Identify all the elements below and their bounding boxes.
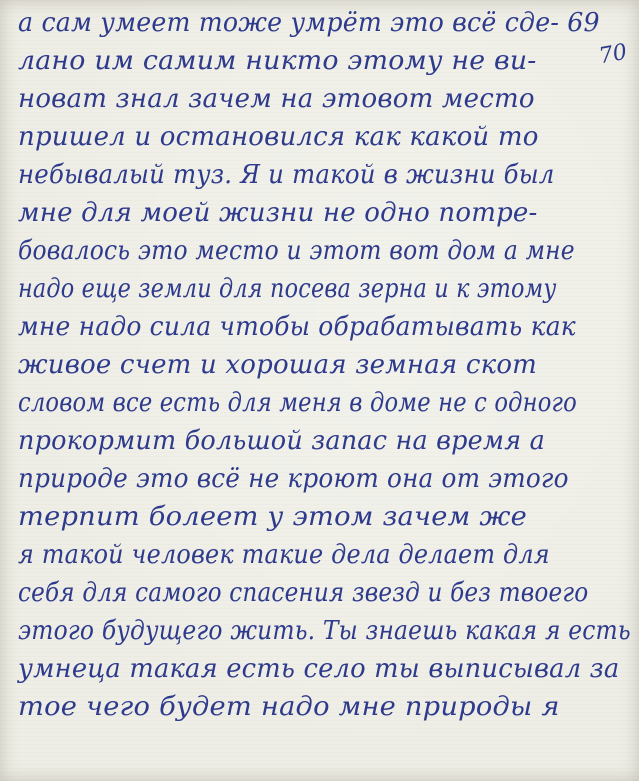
handwritten-line-4: пришел и остановился как какой то: [18, 122, 539, 152]
handwritten-line-1: а сам умеет тоже умрёт это всё сде- 69: [18, 8, 600, 38]
handwritten-line-9: мне надо сила чтобы обрабатывать как: [18, 312, 576, 342]
handwritten-line-6: мне для моей жизни не одно потре-: [18, 198, 538, 228]
handwritten-line-13: природе это всё не кроют она от этого: [18, 464, 569, 494]
handwritten-line-8: надо еще земли для посева зерна и к этому: [18, 274, 557, 304]
handwritten-line-14: терпит болеет у этом зачем же: [18, 502, 527, 532]
handwritten-line-15: я такой человек такие дела делает для: [18, 540, 550, 570]
handwritten-line-2: лано им самим никто этому не ви-: [18, 46, 537, 76]
handwritten-line-3: новат знал зачем на этовот место: [18, 84, 535, 114]
handwritten-line-11: словом все есть для меня в доме не с одного: [18, 388, 577, 418]
page-number: 70: [597, 39, 629, 70]
handwritten-line-17: этого будущего жить. Ты знаешь какая я есть: [18, 616, 631, 646]
handwritten-line-19: тое чего будет надо мне природы я: [18, 692, 560, 722]
handwritten-line-7: бовалось это место и этот вот дом а мне: [18, 236, 575, 266]
handwritten-line-5: небывалый туз. Я и такой в жизни был: [18, 160, 555, 190]
handwritten-line-16: себя для самого спасения звезд и без твоего: [18, 578, 589, 608]
handwritten-line-12: прокормит большой запас на время а: [18, 426, 546, 456]
handwritten-line-18: умнеца такая есть село ты выписывал за: [18, 654, 620, 684]
handwritten-line-10: живое счет и хорошая земная скот: [18, 350, 538, 380]
